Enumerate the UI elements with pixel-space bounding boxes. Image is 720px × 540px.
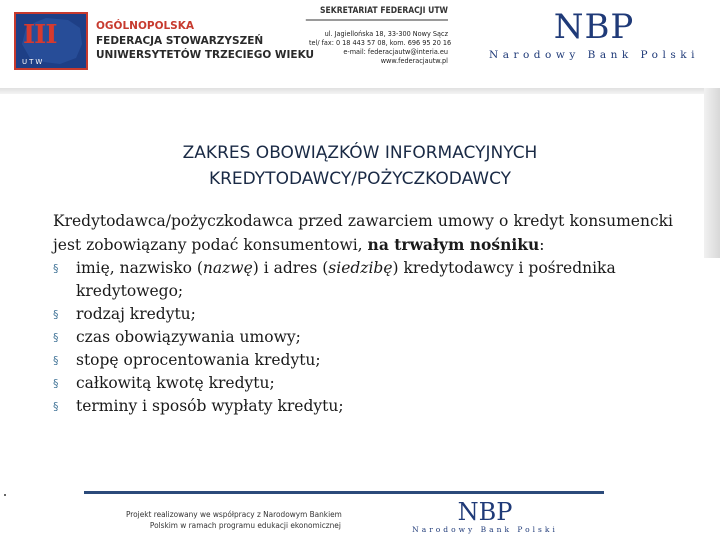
- nbp-acronym: NBP: [553, 7, 635, 47]
- decorative-side-bar: [704, 88, 720, 258]
- secretariat-contact: [290, 6, 452, 65]
- title-line-2: KREDYTODAWCY/POŻYCZKODAWCY: [208, 169, 512, 189]
- bullet-icon: §: [53, 354, 59, 367]
- note-line-1: Projekt realizowany we współpracy z Narodowym Bankiem: [126, 510, 342, 519]
- intro-paragraph: [53, 210, 673, 257]
- emphasis: siedzibę: [328, 259, 393, 277]
- organization-name: [96, 19, 314, 63]
- slide-title: [90, 140, 630, 192]
- org-line-2: FEDERACJA STOWARZYSZEŃ: [96, 34, 264, 47]
- bullet-icon: §: [53, 400, 59, 413]
- list-item: § czas obowiązywania umowy;: [53, 326, 673, 349]
- header-divider: [0, 88, 720, 94]
- website-line: www.federacjautw.pl: [380, 56, 448, 65]
- nbp-logo: [474, 8, 714, 61]
- email-line: e-mail: federacjautw@interia.eu: [343, 47, 448, 56]
- nbp-footer-full-name: Narodowy Bank Polski: [412, 525, 558, 534]
- secretariat-title: SEKRETARIAT FEDERACJI UTW: [306, 6, 448, 21]
- list-item: § terminy i sposób wypłaty kredytu;: [53, 395, 673, 418]
- bullet-icon: §: [53, 377, 59, 390]
- nbp-footer-logo: [412, 499, 558, 534]
- project-note: [126, 510, 361, 531]
- bullet-icon: §: [53, 331, 59, 344]
- title-line-1: ZAKRES OBOWIĄZKÓW INFORMACYJNYCH: [182, 143, 538, 163]
- bullet-icon: §: [53, 308, 59, 321]
- logo-numeral: III: [23, 20, 57, 50]
- footer-divider: [84, 491, 604, 494]
- intro-text: Kredytodawca/pożyczkodawca przed zawarciem umowy o kredyt konsumencki jest zobowiązany podać konsumentowi,: [53, 212, 673, 254]
- org-line-3: UNIWERSYTETÓW TRZECIEGO WIEKU: [96, 49, 315, 61]
- slide-body: [53, 210, 673, 418]
- secretariat-address: [308, 29, 452, 65]
- logo-abbreviation: UTW: [22, 58, 45, 66]
- nbp-footer-acronym: NBP: [457, 498, 513, 526]
- org-line-1: OGÓLNOPOLSKA: [96, 20, 195, 32]
- intro-emphasis: na trwałym nośniku: [367, 235, 540, 254]
- intro-colon: :: [539, 236, 545, 254]
- emphasis: nazwę: [202, 259, 253, 277]
- utw-logo: [14, 12, 88, 70]
- slide-header: [0, 0, 720, 100]
- phone-line: tel/ fax: 0 18 443 57 08, kom. 696 95 20 16: [308, 38, 452, 47]
- list-item: § stopę oprocentowania kredytu;: [53, 349, 673, 372]
- nbp-full-name: Narodowy Bank Polski: [489, 49, 699, 61]
- address-line: ul. Jagiellońska 18, 33-300 Nowy Sącz: [324, 29, 448, 38]
- list-item: § całkowitą kwotę kredytu;: [53, 372, 673, 395]
- bullet-icon: §: [53, 262, 59, 275]
- footer-dot: [4, 494, 6, 496]
- list-item: § imię, nazwisko (nazwę) i adres (siedzibę) kredytodawcy i pośrednika kredytowego;: [53, 259, 616, 300]
- obligations-list: [53, 257, 673, 418]
- list-item: § rodzaj kredytu;: [53, 303, 673, 326]
- note-line-2: Polskim w ramach programu edukacji ekonomicznej: [149, 520, 341, 530]
